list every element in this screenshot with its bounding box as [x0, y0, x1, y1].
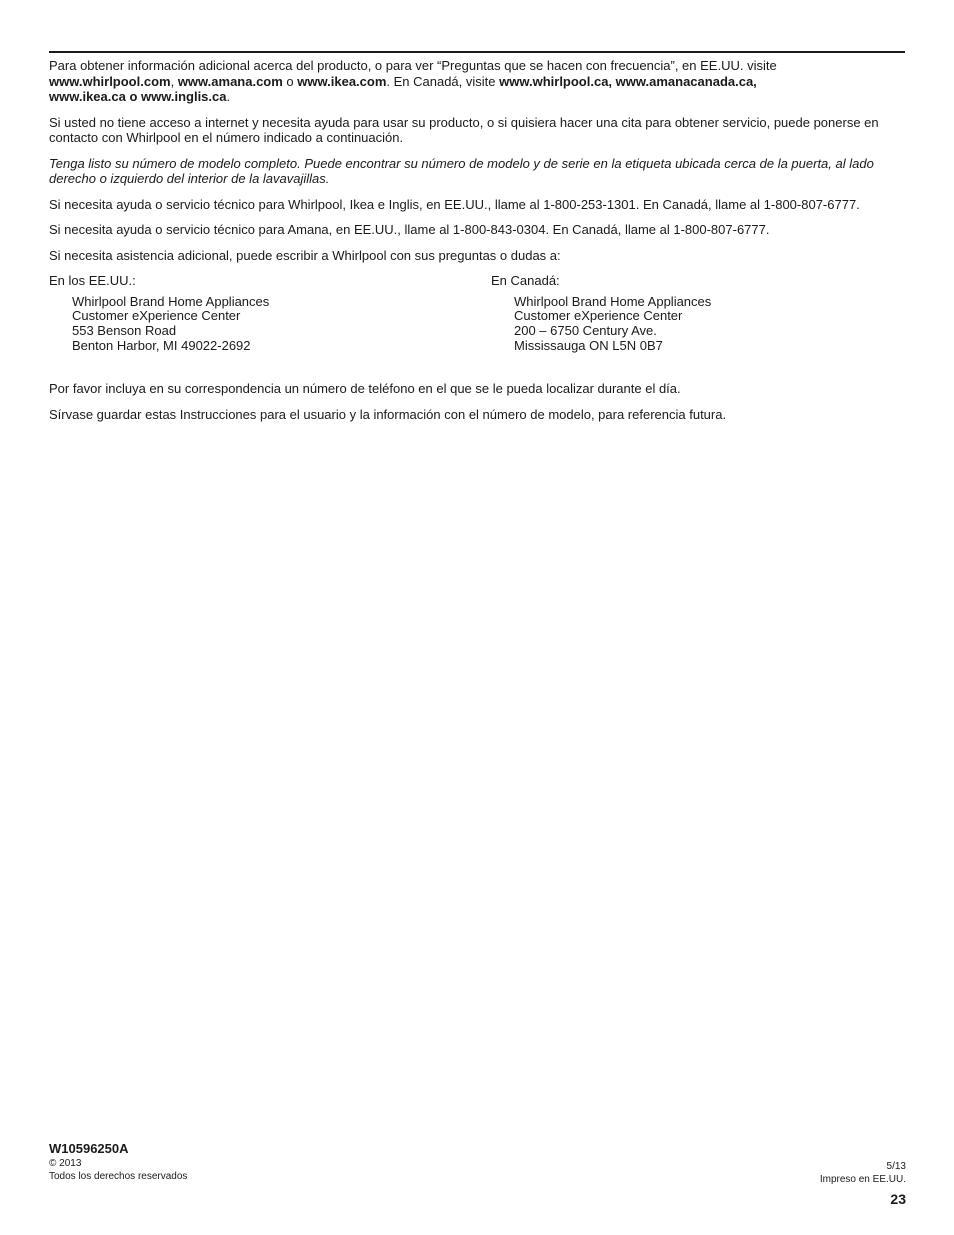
canada-text: . En Canadá, visite	[386, 73, 500, 89]
address-canada-line: Whirlpool Brand Home Appliances	[514, 293, 712, 309]
rights-reserved: Todos los derechos reservados	[49, 1171, 188, 1182]
phone-note-paragraph: Por favor incluya en su correspondencia un número de teléfono en el que se le pueda localizar durante el día.	[49, 381, 681, 396]
copyright: © 2013	[49, 1158, 82, 1169]
write-intro-paragraph: Si necesita asistencia adicional, puede escribir a Whirlpool con sus preguntas o dudas a:	[49, 247, 561, 263]
whirlpool-service-paragraph: Si necesita ayuda o servicio técnico para Whirlpool, Ikea e Inglis, en EE.UU., llame al 1-800-253-1301. En Canadá, llame al 1-800-807-6777.	[49, 196, 860, 212]
address-canada-line: 200 – 6750 Century Ave.	[514, 323, 657, 339]
address-canada	[491, 273, 891, 354]
save-note-paragraph: Sírvase guardar estas Instrucciones para el usuario y la información con el número de modelo, para referencia futura.	[49, 406, 727, 422]
address-us-heading: En los EE.UU.:	[49, 273, 136, 288]
addresses	[49, 273, 907, 363]
address-us-line: Benton Harbor, MI 49022-2692	[72, 337, 251, 353]
address-us-line: Whirlpool Brand Home Appliances	[72, 293, 270, 309]
separator-o: o	[282, 73, 298, 89]
address-canada-line: Mississauga ON L5N 0B7	[514, 337, 663, 353]
document-number: W10596250A	[49, 1141, 129, 1156]
link-whirlpool-com[interactable]: www.whirlpool.com	[49, 73, 171, 89]
links-canada-1[interactable]: www.whirlpool.ca, www.amanacanada.ca,	[499, 73, 757, 89]
intro-paragraph	[49, 58, 907, 105]
amana-service-paragraph: Si necesita ayuda o servicio técnico para Amana, en EE.UU., llame al 1-800-843-0304. En Canadá, llame al 1-800-807-6777.	[49, 222, 770, 237]
intro-sentence: Para obtener información adicional acerca del producto, o para ver “Preguntas que se hacen con frecuencia”, en EE.UU. visite	[49, 58, 777, 73]
footer-right	[820, 1160, 906, 1186]
page-content	[49, 58, 907, 432]
address-canada-line: Customer eXperience Center	[514, 308, 683, 324]
link-ikea-com[interactable]: www.ikea.com	[297, 73, 387, 89]
top-rule	[49, 51, 905, 53]
separator-comma: ,	[170, 73, 178, 89]
printed-in: Impreso en EE.UU.	[819, 1174, 906, 1185]
address-us	[49, 273, 449, 354]
link-amana-com[interactable]: www.amana.com	[177, 73, 283, 89]
internet-access-paragraph: Si usted no tiene acceso a internet y necesita ayuda para usar su producto, o si quisiera hacer una cita para obtener servicio, puede ponerse en contacto con Whirlpool en el número indicado a continuación.	[49, 114, 879, 145]
print-date: 5/13	[886, 1161, 906, 1172]
links-canada-2[interactable]: www.ikea.ca o www.inglis.ca	[49, 89, 227, 104]
intro-end-period: .	[226, 89, 231, 104]
address-canada-heading: En Canadá:	[491, 273, 560, 288]
address-us-line: Customer eXperience Center	[72, 308, 241, 324]
address-us-line: 553 Benson Road	[72, 323, 177, 339]
model-note-paragraph: Tenga listo su número de modelo completo. Puede encontrar su número de modelo y de serie en la etiqueta ubicada cerca de la puerta, al lado derecho o izquierdo del interior de la lavavajillas.	[49, 155, 874, 186]
page-number: 23	[890, 1191, 906, 1207]
footer-left	[49, 1141, 187, 1183]
